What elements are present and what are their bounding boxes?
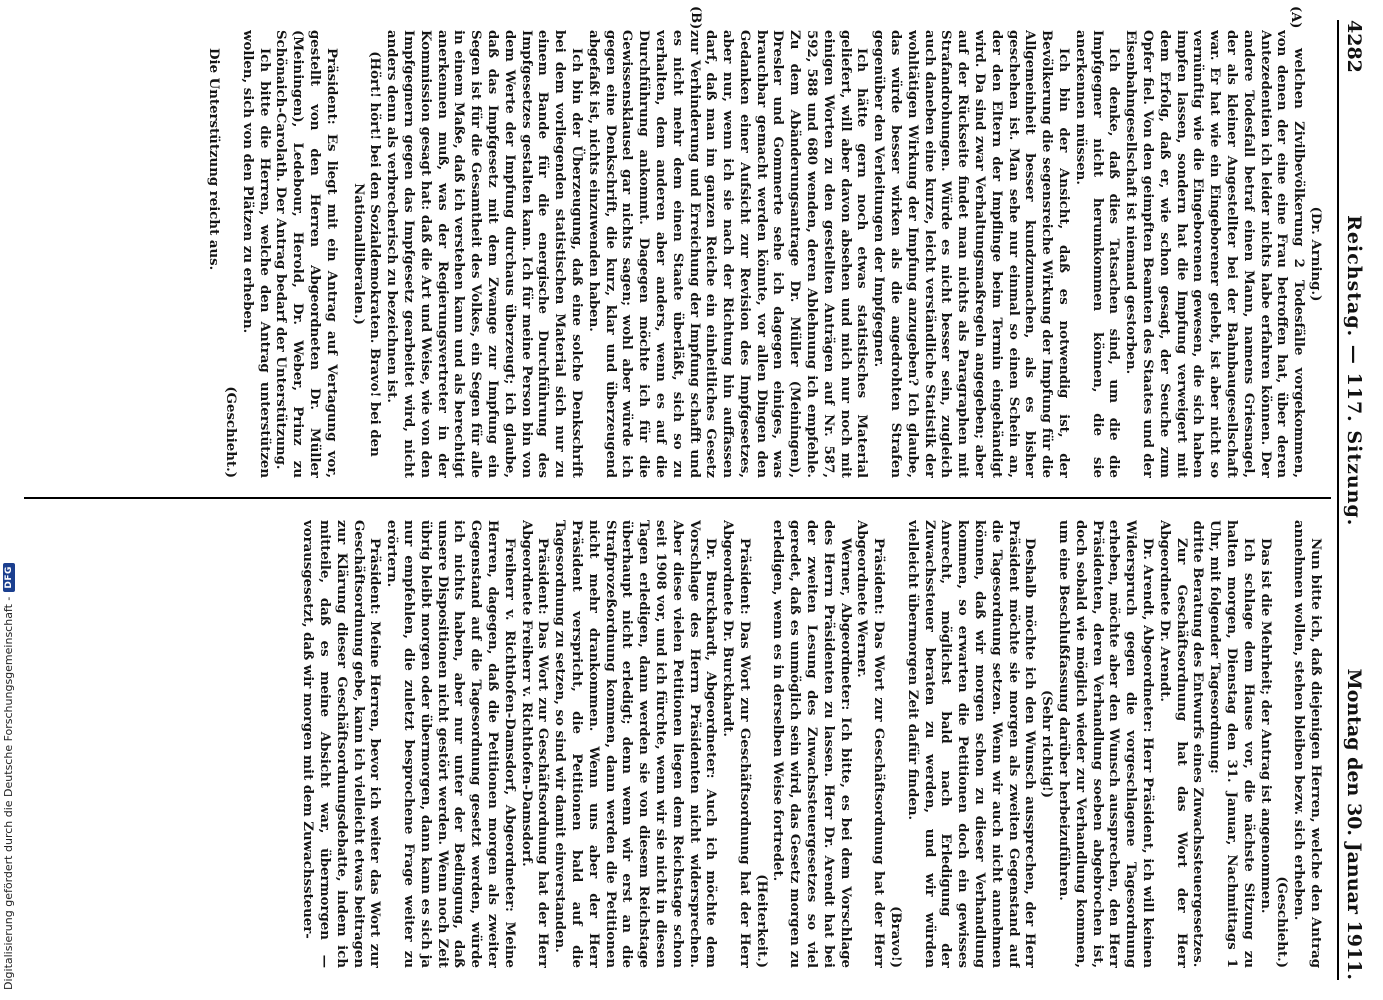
paragraph: Ich bin der Ansicht, daß es notwendig ist, der Bevölkerung die segensreiche Wirkung der Impfung für die Allgemeinheit besser kundzumachen, als es bisher geschehen ist. Man sehe nur einmal so einen Schein an, der den Eltern der Impflinge beim Termin eingehändigt wird. Da sind zwar Verhaltungsmaßregeln angegeben; aber auf der Rückseite findet man nichts als Paragraphen mit Strafandrohungen. Würde es nicht besser sein, zugleich auch daneben eine kurze, leicht verständliche Statistik der wohltätigen Wirkung der Impfung anzugeben? Ich glaube, das würde besser wirken als die angedrohten Strafen gegenüber den Verleitungen der Impfgegner. — [871, 30, 1072, 478]
president-statement: Präsident: Das Wort zur Geschäftsordnung hat der Herr Abgeordnete Werner. — [854, 520, 887, 968]
dfg-logo: DFG — [3, 563, 15, 592]
speaker-continuation: (Dr. Arning.) — [1308, 206, 1323, 302]
interjection: (Geschieht.) — [223, 386, 238, 478]
session-title: Reichstag. — 117. Sitzung. — [1343, 215, 1365, 527]
paragraph: Das ist die Mehrheit; der Antrag ist angenommen. — [1257, 538, 1273, 914]
paragraph: Ich bitte die Herren, welche den Antrag unterstützen wollen, sich von den Plätzen zu erheben. — [239, 30, 272, 478]
left-column — [30, 30, 1323, 478]
credit-text: Digitalisierung gefördert durch die Deutsche Forschungsgemeinschaft - — [2, 596, 15, 990]
paragraph: Zur Geschäftsordnung hat das Wort der Herr Abgeordnete Dr. Arendt. — [1156, 520, 1189, 968]
margin-mark-a: (A) — [1288, 6, 1303, 29]
president-statement: Präsident: Das Wort zur Geschäftsordnung hat der Herr Abgeordnete Freiherr v. Richthofen-Damsdorf. — [518, 520, 551, 968]
paragraph: Die Unterstützung reicht aus. — [206, 48, 222, 271]
speech-burckhardt: Dr. Burckhardt, Abgeordneter: Auch ich möchte dem Vorschlage des Herrn Präsidenten nicht widersprechen. Aber diese vielen Petitionen liegen dem Reichstage schon seit 1908 vor, und ich fürchte, wenn wir sie nicht in diesen Tagen erledigen, dann werden sie von diesem Reichstage überhaupt nicht erledigt; denn wenn wir erst an die Strafprozeßordnung kommen, dann werden die Petitionen nicht mehr drankommen. Wenn uns aber der Herr Präsident verspricht, die Petitionen bald auf die Tagesordnung zu setzen, so sind wir damit einverstanden. — [552, 520, 719, 968]
paragraph: Ich bin der Überzeugung, daß eine solche Denkschrift bei dem vorliegenden statistischen Material sich nur zu einem Bande für die energische Durchführung des Impfgesetzes gestalten kann. Ich für meine Person bin von dem Werte der Impfung durchaus überzeugt; ich glaube, daß das Impfgesetz mit dem Zwange zur Impfung ein Segen ist für die Gesamtheit des Volkes, ein Segen für alle in einem Maße, daß ich verstehen kann und als berechtigt anerkennen muß, was der Regierungsvertreter in der Kommission gesagt hat: daß die Art und Weise, wie von den Impfgegnern gegen das Impfgesetz gearbeitet wird, nicht anders denn als verbrecherisch zu bezeichnen ist. — [384, 30, 584, 478]
president-statement: Präsident: Meine Herren, bevor ich weiter das Wort zur Geschäftsordnung gebe, kann ich vielleicht etwas beitragen zur Klärung dieser Geschäftsordnungsdebatte, indem ich mitteile, daß es meine Absicht war, übermorgen — vorausgesetzt, daß wir morgen mit dem Zuwachssteuer- — [300, 520, 383, 968]
column-divider — [24, 497, 1331, 499]
speech-werner: Werner, Abgeordneter: Ich bitte, es bei dem Vorschlage des Herrn Präsidenten zu lassen. Herr Dr. Arendt hat bei der zweiten Lesung des Zuwachssteuergesetzes so viel geredet, daß es unmöglich sein wird, das Gesetz morgen zu erledigen, wenn es in derselben Weise fortredet. — [770, 520, 853, 968]
paragraph: Ich hätte gern noch etwas statistisches Material geliefert, will aber davon absehen und mich nur noch mit einigen Worten zu den gestellten Anträgen auf Nr. 587, 592, 588 und 680 wenden, deren Ablehnung ich empfehle. Zu dem Abänderungsantrage Dr. Müller (Meiningen), Dresler und Gommerte sehe ich dagegen einiges, was brauchbar gemacht werden könnte, vor allen Dingen den Gedanken einer Aufsicht zur Revision des Impfgesetzes, aber nur, wenn ich sie nach der Richtung hin auffassen darf, daß man im ganzen Reiche ein einheitliches Gesetz zur Verhinderung und Erreichung der Impfung schafft und es nicht mehr dem einen Staate überläßt, sich so zu verhalten, dem anderen aber anders, wenn es auf die Durchführung ankommt. Dagegen möchte ich für die Gewissensklausel gar nichts sagen; wohl aber würde ich gegen eine Denkschrift, die kurz, klar und überzeugend abgefaßt ist, nichts einzuwenden haben. — [585, 30, 870, 478]
page-header — [1337, 20, 1377, 980]
interjection: (Bravo!) — [888, 906, 904, 968]
interjection: (Heiterkeit.) — [753, 874, 769, 968]
digitization-credit — [0, 0, 20, 1000]
session-date: Montag den 30. Januar 1911. — [1343, 668, 1365, 980]
president-statement: Präsident: Es liegt mit ein Antrag auf Vertagung vor, gestellt von den Herren Abgeordneten Dr. Müller (Meiningen), Ledebour, Herold, Dr. Weber, Prinz zu Schönaich-Carolath. Der Antrag bedarf der Unterstützung. — [273, 30, 339, 478]
interjection: (Sehr richtig!) — [1039, 689, 1055, 799]
paragraph: Ich schlage dem Hause vor, die nächste Sitzung zu halten morgen, Dienstag den 31. Januar, Nachmittags 1 Uhr, mit folgender Tagesordnung: — [1207, 520, 1256, 968]
page-number: 4282 — [1343, 20, 1365, 73]
paragraph: Deshalb möchte ich den Wunsch aussprechen, der Herr Präsident möchte sie morgen als zweiten Gegenstand auf die Tagesordnung setzen. Wenn wir auch nicht annehmen können, daß wir morgen schon zu dieser Verhandlung kommen, so erwarten die Petitionen doch ein gewisses Anrecht, möglichst bald nach Erledigung der Zuwachssteuer beraten zu werden, und wir würden vielleicht übermorgen Zeit dafür finden. — [904, 520, 1038, 968]
paragraph: welchen Zivilbevölkerung 2 Todesfälle vorgekommen, von denen der eine eine Frau betroffen hat, über deren Antezedentien ich leider nichts habe erfahren können. Der andere Todesfall betraf einen Mann, namens Griesnagel, der als kleiner Angestellter bei der Bahnbaugesellschaft war. Er hat wie ein Eingeborener gelebt, ist aber nicht so vernünftig wie die Eingeborenen gewesen, die sich haben impfen lassen, sondern hat die Impfung verweigert mit dem Erfolg, daß er, wie schon gesagt, der Seuche zum Opfer fiel. Von den geimpften Beamten des Staates und der Eisenbahngesellschaft ist niemand gestorben. — [1123, 30, 1307, 478]
speech-richthofen: Freiherr v. Richthofen-Damsdorf, Abgeordneter: Meine Herren, dagegen, daß die Petitionen morgen als zweiter Gegenstand auf die Tagesordnung gesetzt werden, würde ich nichts haben, aber nur unter der Bedingung, daß unsere Dispositionen nicht gestört werden. Wenn noch Zeit übrig bleibt morgen oder übermorgen, dann kann es sich ja nur empfehlen, die zuletzt besprochene Frage weiter zu erörtern. — [384, 520, 517, 968]
speech-arendt: Dr. Arendt, Abgeordneter: Herr Präsident, ich will keinen Widerspruch gegen die vorgeschlagene Tagesordnung erheben, möchte aber den Wunsch aussprechen, den Herr Präsidenten, deren Verhandlung soeben abgebrochen ist, doch sobald wie möglich wieder zur Verhandlung kommen, um eine Beschlußfassung darüber herbeizuführen. — [1056, 520, 1156, 968]
interjection: (Hört! hört! bei den Sozialdemokraten. Bravo! bei den Nationalliberalen.) — [350, 51, 383, 457]
agenda-item: dritte Beratung des Entwurfs eines Zuwachssteuergesetzes. — [1190, 520, 1206, 968]
margin-mark-b: (B) — [688, 6, 703, 30]
right-column — [30, 520, 1323, 968]
interjection: (Geschieht.) — [1274, 876, 1290, 968]
paragraph: Ich denke, daß dies Tatsachen sind, um die die Impfgegner nicht herumkommen können, die sie anerkennen müssen. — [1072, 30, 1122, 478]
president-statement: Präsident: Das Wort zur Geschäftsordnung hat der Herr Abgeordnete Dr. Burckhardt. — [720, 520, 752, 968]
paragraph: Nun bitte ich, daß diejenigen Herren, welche den Antrag annehmen wollen, stehen bleiben bezw. sich erheben. — [1291, 520, 1323, 968]
